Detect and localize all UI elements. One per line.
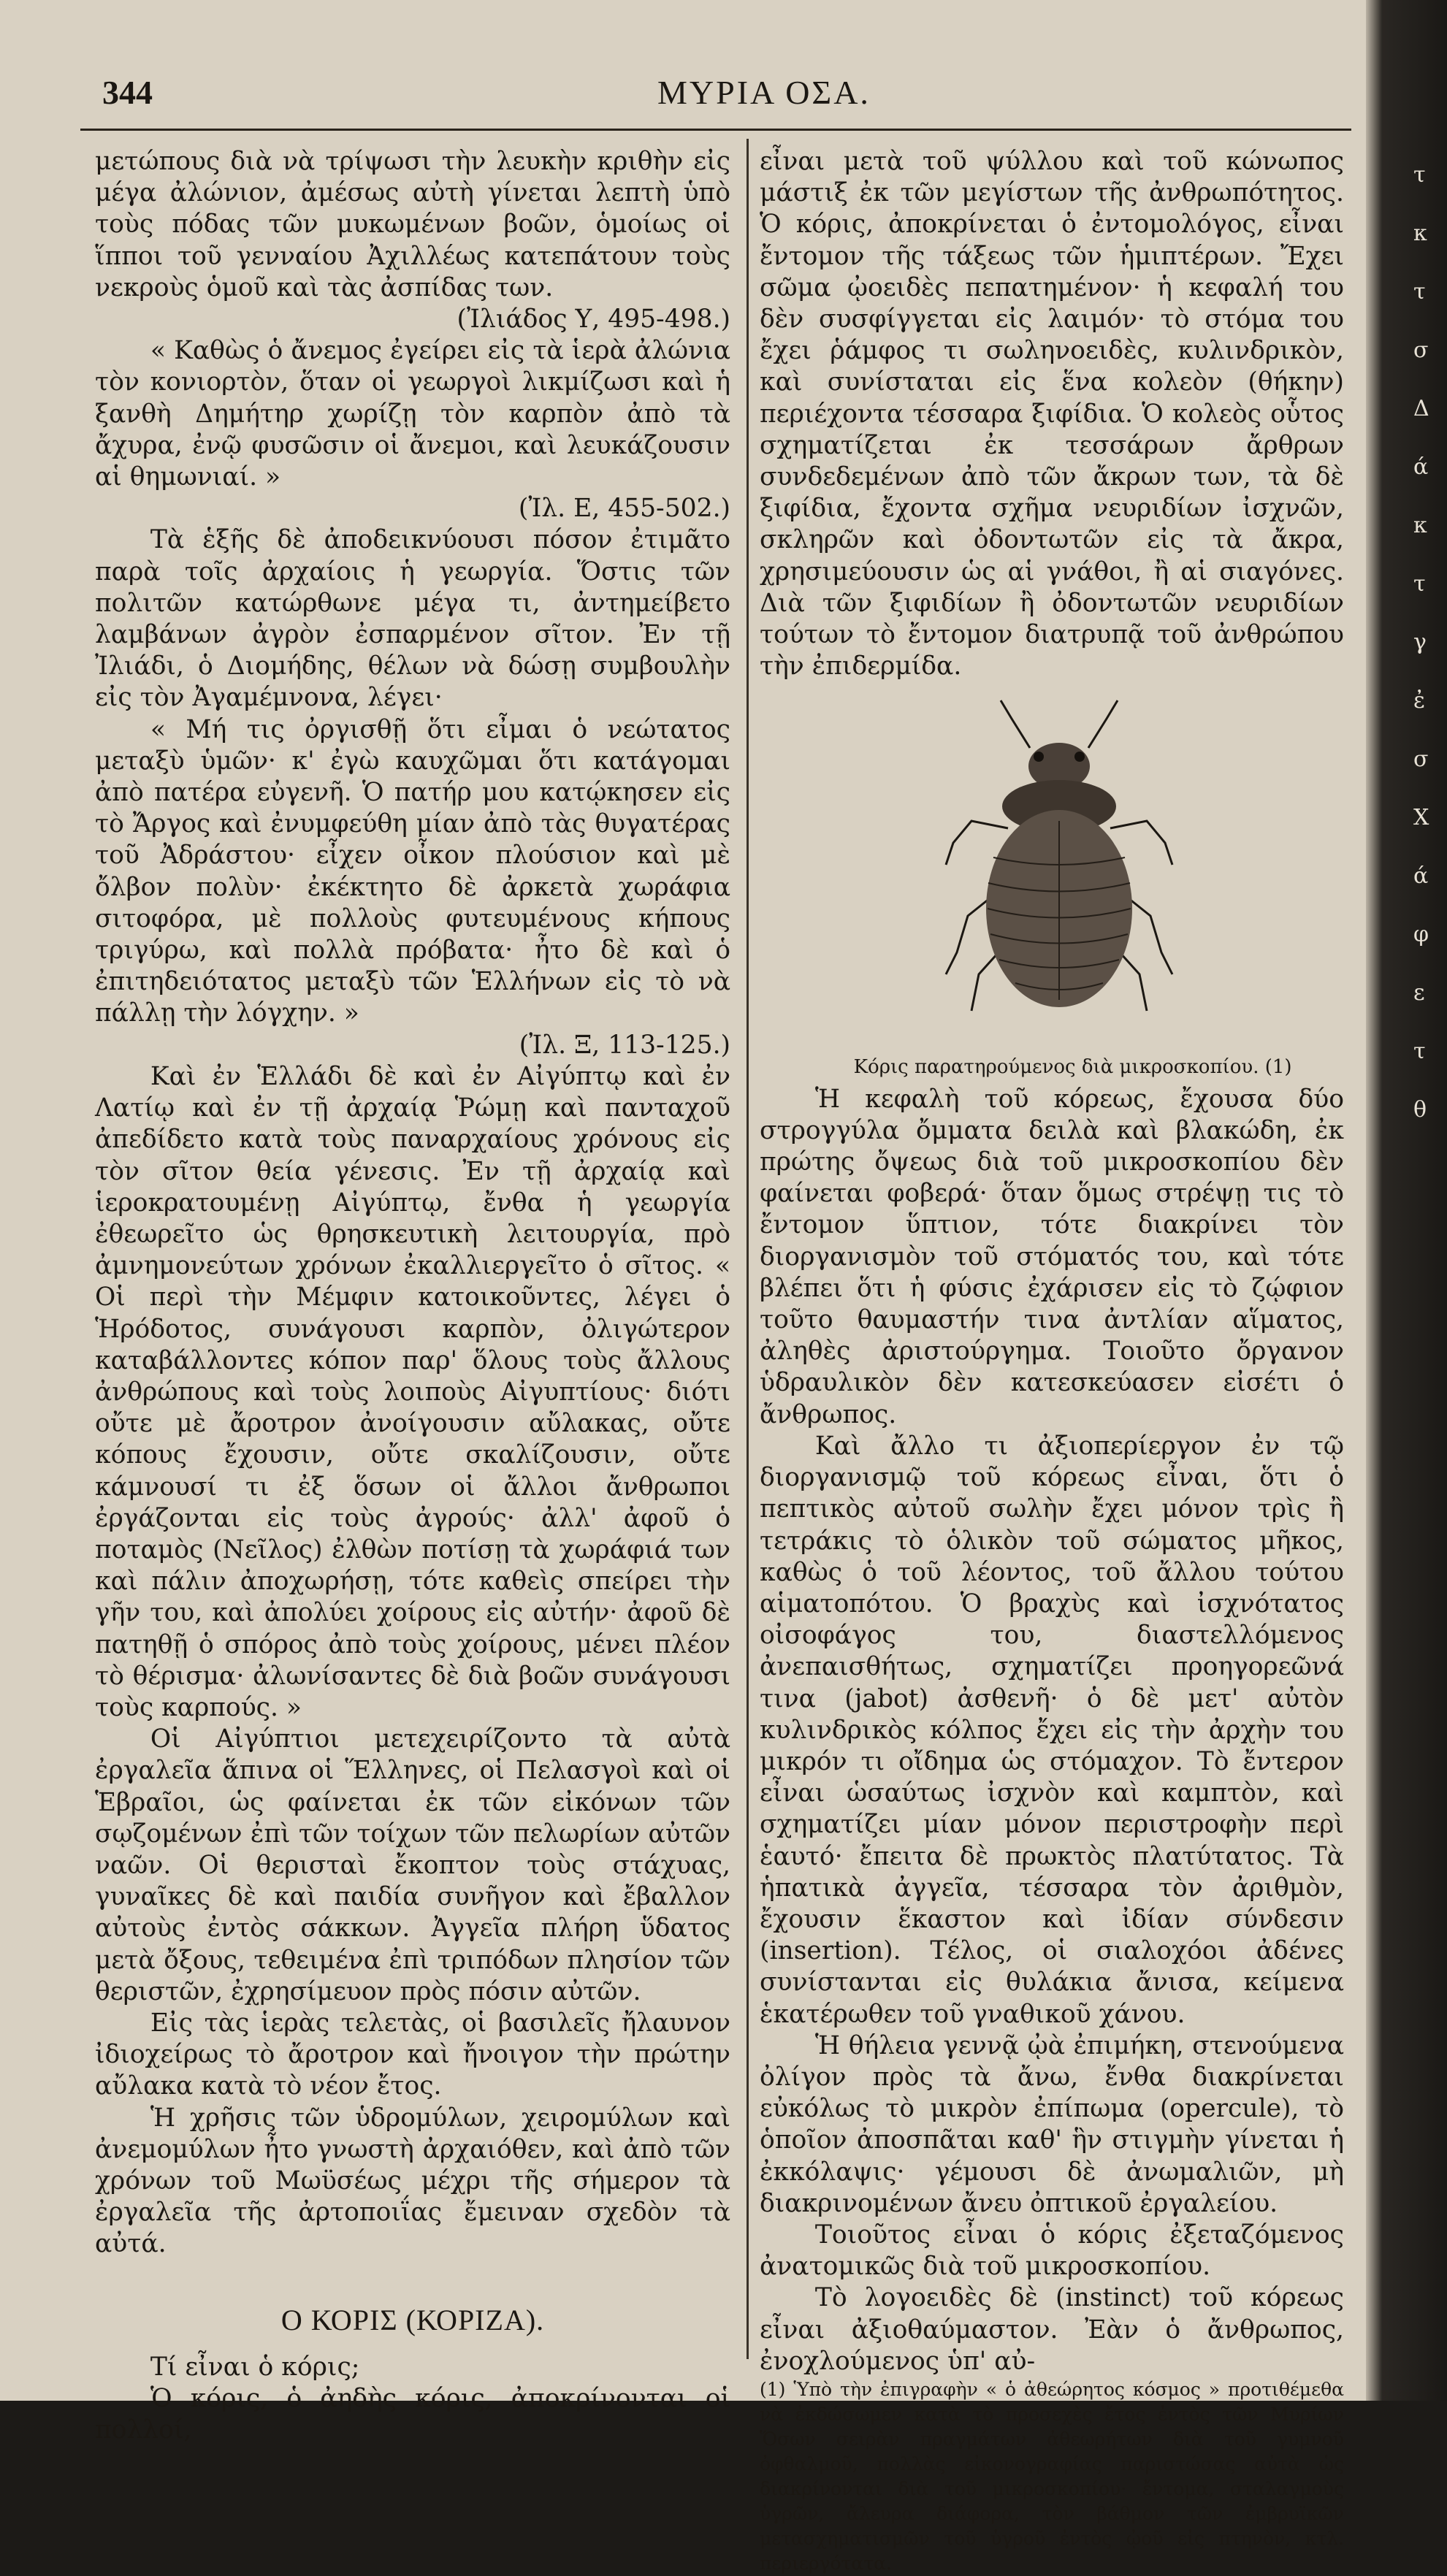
paragraph: Τὰ ἑξῆς δὲ ἀποδεικνύουσι πόσον ἐτιμᾶτο παρὰ τοῖς ἀρχαίοις ἡ γεωργία. Ὅστις τῶν πολιτῶν κατώρθωνε μέγα τι, ἀντημείβετο λαμβάνων ἀγρὸν ἐσπαρμένον σῖτον. Ἐν τῇ Ἰλιάδι, ὁ Διομήδης, θέλων νὰ δώσῃ συμβουλὴν εἰς τὸν Ἀγαμέμνονα, λέγει· [95,525,730,713]
citation: (Ἰλ. Ξ, 113-125.) [519,1030,730,1060]
quote-paragraph: « Καθὼς ὁ ἄνεμος ἐγείρει εἰς τὰ ἱερὰ ἀλώνια τὸν κονιορτὸν, ὅταν οἱ γεωργοὶ λικμίζωσι καὶ ἡ ξανθὴ Δημήτηρ χωρίζῃ τὸν καρπὸν ἀπὸ τὰ ἄχυρα, ἐνῷ φυσῶσιν οἱ ἄνεμοι, καὶ λευκάζουσιν αἱ θημωνιαί. » [95,336,730,492]
footnote: (1) Ὑπὸ τὴν ἐπιγραφὴν « ὁ ἀθεώρητος κόσμος » προτιθέμεθα νὰ ἐκδώσωμεν κατὰ τὸ προσεχὲς ἔτος ἐντὸς τῶν Μυρίων Ὅσων σειρὰν πραγμάτων ἀθεωρήτων διὰ τοῦ γυμνοῦ ὀφθαλμοῦ, πολλὰς εἰκονογραφίας παριστώσας αὐτὰ ὡς διακρίνονται διὰ τοῦ μικροσκοπίου· ἔντομα, σταλαγμοὺς ὑγρῶν, ἄλευρα διάφορα, τὸν βάθμον τῶν ἐμβρυϊκῶν μετασχηματισμῶν τοῦ ὑγροῦ ἐντὸς ᾠοῦ εἰς πτηνὸν, κτλ. περιεργότατα. [760,2378,1344,2574]
paragraph: μετώπους διὰ νὰ τρίψωσι τὴν λευκὴν κριθὴν εἰς μέγα ἀλώνιον, ἀμέσως αὐτὴ γίνεται λεπτὴ ὑπὸ τοὺς πόδας τῶν μυκωμένων βοῶν, ὁμοίως οἱ ἵπποι τοῦ γενναίου Ἀχιλλέως κατεπάτουν τοὺς νεκροὺς ὁμοῦ καὶ τὰς ἀσπίδας των. [95,147,730,302]
edge-letter: κ [1413,221,1427,246]
edge-letter: Δ [1413,396,1429,421]
bedbug-illustration [942,697,1176,1040]
edge-letter: τ [1413,571,1426,597]
column-separator [747,139,749,2359]
bug-eye [1034,752,1044,762]
figure-caption: Κόρις παρατηρούμενος διὰ μικροσκοπίου. (1) [853,1056,1292,1079]
left-column [95,146,730,2446]
edge-letter: θ [1413,1097,1427,1123]
header-rule [80,129,1351,131]
edge-letter: ά [1413,863,1429,889]
paragraph: Εἰς τὰς ἱερὰς τελετὰς, οἱ βασιλεῖς ἤλαυνον ἰδιοχείρως τὸ ἄροτρον καὶ ἤνοιγον τὴν πρώτην αὔλακα κατὰ τὸ νέον ἔτος. [95,2008,730,2101]
dialogue-question: Τί εἶναι ὁ κόρις; [150,2352,360,2382]
edge-letter: τ [1413,1039,1426,1064]
paragraph: Καὶ ἐν Ἑλλάδι δὲ καὶ ἐν Αἰγύπτῳ καὶ ἐν Λατίῳ καὶ ἐν τῇ ἀρχαίᾳ Ῥώμῃ καὶ πανταχοῦ ἀπεδίδετο κατὰ τοὺς παναρχαίους χρόνους εἰς τὸν σῖτον θεία γένεσις. Ἐν τῇ ἀρχαίᾳ καὶ ἱεροκρατουμένῃ Αἰγύπτῳ, ἔνθα ἡ γεωργία ἐθεωρεῖτο ὡς θρησκευτικὴ λειτουργία, πρὸ ἀμνημονεύτων χρόνων ἐκαλλιεργεῖτο ὁ σῖτος. « Οἱ περὶ τὴν Μέμφιν κατοικοῦντες, λέγει ὁ Ἡρόδοτος, συνάγουσι καρπὸν, ὀλιγώτερον καταβάλλοντες κόπον παρ' ὅλους τοὺς ἄλλους ἀνθρώπους καὶ τοὺς λοιποὺς Αἰγυπτίους· διότι οὔτε μὲ ἄροτρον ἀνοίγουσιν αὔλακας, οὔτε κόπους ἔχουσιν, οὔτε σκαλίζουσιν, οὔτε κάμνουσί τι ἐξ ὅσων οἱ ἄλλοι ἄνθρωποι ἐργάζονται εἰς τοὺς ἀγρούς· ἀλλ' ἀφοῦ ὁ ποταμὸς (Νεῖλος) ἐλθὼν ποτίσῃ τὰ χωράφιά των καὶ πάλιν ἀποχωρήσῃ, τότε καθεὶς σπείρει τὴν γῆν του, καὶ ἀπολύει χοίρους εἰς αὐτήν· ἀφοῦ δὲ πατηθῇ ὁ σπόρος ἀπὸ τοὺς χοίρους, μένει πλέον τὸ θέρισμα· ἀλωνίσαντες δὲ διὰ βοῶν συνάγουσι τοὺς καρπούς. » [95,1061,730,1722]
edge-letter: κ [1413,513,1427,538]
quote-paragraph: « Μή τις ὀργισθῇ ὅτι εἶμαι ὁ νεώτατος μεταξὺ ὑμῶν· κ' ἐγὼ καυχῶμαι ὅτι κατάγομαι ἀπὸ πατέρα εὐγενῆ. Ὁ πατήρ μου κατῴκησεν εἰς τὸ Ἄργος καὶ ἐνυμφεύθη μίαν ἀπὸ τὰς θυγατέρας τοῦ Ἀδράστου· εἶχεν οἶκον πλούσιον καὶ μὲ ὄλβον πολὺν· ἐκέκτητο δὲ ἀρκετὰ χωράφια σιτοφόρα, μὲ πολλοὺς φυτευμένους κήπους τριγύρω, καὶ πολλὰ πρόβατα· ἦτο δὲ καὶ ὁ ἐπιτηδειότατος μεταξὺ τῶν Ἑλλήνων εἰς τὸ νὰ πάλλῃ τὴν λόγχην. » [95,714,730,1028]
edge-letter: σ [1413,337,1429,363]
paragraph: Ἡ χρῆσις τῶν ὑδρομύλων, χειρομύλων καὶ ἀνεμομύλων ἦτο γνωστὴ ἀρχαιόθεν, καὶ ἀπὸ τῶν χρόνων τοῦ Μωϋσέως μέχρι τῆς σήμερον τὰ ἐργαλεῖα τῆς ἀρτοποιΐας ἔμειναν σχεδὸν τὰ αὐτά. [95,2103,730,2259]
paragraph: Οἱ Αἰγύπτιοι μετεχειρίζοντο τὰ αὐτὰ ἐργαλεῖα ἅπινα οἱ Ἕλληνες, οἱ Πελασγοὶ καὶ οἱ Ἑβραῖοι, ὡς φαίνεται ἐκ τῶν εἰκόνων τῶν σῳζομένων ἐπὶ τῶν τοίχων τῶν πελωρίων αὐτῶν ναῶν. Οἱ θερισταὶ ἔκοπτον τοὺς στάχυας, γυναῖκες δὲ καὶ παιδία συνῆγον καὶ ἔβαλλον αὐτοὺς ἐντὸς σάκκων. Ἀγγεῖα πλήρη ὕδατος μετὰ ὄξους, τεθειμένα ἐπὶ τριπόδων πλησίον τῶν θεριστῶν, ἐχρησίμευον πρὸς πόσιν αὐτῶν. [95,1724,730,2006]
edge-letter: Χ [1413,805,1429,830]
edge-letter: σ [1413,746,1429,772]
bedbug-figure [760,697,1344,1047]
page-number: 344 [102,74,153,111]
dialogue-answer: Ὁ κόρις, ὁ ἀηδὴς κόρις, ἀποκρίνονται οἱ πολλοί, [95,2384,730,2445]
edge-letter: τ [1413,162,1426,188]
edge-letter: γ [1413,630,1427,655]
adjacent-page-letters [1413,146,1447,1139]
citation: (Ἰλ. Ε, 455-502.) [518,494,730,524]
running-title: ΜΥΡΙΑ ΟΣΑ. [657,74,871,111]
paragraph: εἶναι μετὰ τοῦ ψύλλου καὶ τοῦ κώνωπος μάστιξ ἐκ τῶν μεγίστων τῆς ἀνθρωπότητος. Ὁ κόρις, ἀποκρίνεται ὁ ἐντομολόγος, εἶναι ἔντομον τῆς τάξεως τῶν ἡμιπτέρων. Ἔχει σῶμα ᾠοειδὲς πεπατημένον· ἡ κεφαλή του δὲν συσφίγγεται εἰς λαιμόν· τὸ στόμα του ἔχει ῥάμφος τι σωληνοειδὲς, κυλινδρικὸν, καὶ συνίσταται εἰς ἕνα κολεὸν (θήκην) περιέχοντα τέσσαρα ξιφίδια. Ὁ κολεὸς οὗτος σχηματίζεται ἐκ τεσσάρων ἄρθρων συνδεδεμένων ἀπὸ τῶν ἄκρων των, τὰ δὲ ξιφίδια, ἔχοντα σχῆμα νευριδίων ἰσχνῶν, σκληρῶν καὶ ὀδοντωτῶν εἰς τὰ ἄκρα, χρησιμεύουσιν ὡς αἱ γνάθοι, ἢ αἱ σιαγόνες. Διὰ τῶν ξιφιδίων ἢ ὀδοντωτῶν νευριδίων τούτων τὸ ἔντομον διατρυπᾷ τοῦ ἀνθρώπου τὴν ἐπιδερμίδα. [760,147,1344,681]
paragraph: Ἡ κεφαλὴ τοῦ κόρεως, ἔχουσα δύο στρογγύλα ὄμματα δειλὰ καὶ βλακώδη, ἐκ πρώτης ὄψεως διὰ τοῦ μικροσκοπίου δὲν φαίνεται φοβερά· ὅταν ὅμως στρέψῃ τις τὸ ἔντομον ὕπτιον, τότε διακρίνει τὸν διοργανισμὸν τοῦ στόματός του, καὶ τότε βλέπει ὅτι ἡ φύσις ἐχάρισεν εἰς τὸ ζῴφιον τοῦτο θαυμαστήν τινα ἀντλίαν αἵματος, ἀληθὲς ἀριστούργημα. Τοιοῦτο ὄργανον ὑδραυλικὸν δὲν κατεσκεύασεν εἰσέτι ὁ ἄνθρωπος. [760,1084,1344,1429]
citation: (Ἰλιάδος Υ, 495-498.) [457,305,730,335]
edge-letter: τ [1413,279,1426,305]
edge-letter: φ [1413,922,1429,947]
right-column [760,146,1344,2576]
page-header [80,73,1344,117]
paragraph: Τὸ λογοειδὲς δὲ (instinct) τοῦ κόρεως εἶναι ἀξιοθαύμαστον. Ἐὰν ὁ ἄνθρωπος, ἐνοχλούμενος ὑπ' αὐ- [760,2283,1344,2376]
paragraph: Τοιοῦτος εἶναι ὁ κόρις ἐξεταζόμενος ἀνατομικῶς διὰ τοῦ μικροσκοπίου. [760,2220,1344,2282]
paragraph: Ἡ θήλεια γεννᾷ ᾠὰ ἐπιμήκη, στενούμενα ὀλίγον πρὸς τὰ ἄνω, ἔνθα διακρίνεται εὐκόλως τὸ μικρὸν ἐπίπωμα (opercule), τὸ ὁποῖον ἀποσπᾶται καθ' ἣν στιγμὴν γίνεται ἡ ἐκκόλαψις· γέμουσι δὲ ἀνωμαλιῶν, μὴ διακρινομένων ἄνευ ὀπτικοῦ ἐργαλείου. [760,2030,1344,2218]
section-title: Ο ΚΟΡΙΣ (ΚΟΡΙΖΑ). [280,2303,545,2336]
bug-eye [1074,752,1085,762]
paragraph: Καὶ ἄλλο τι ἀξιοπερίεργον ἐν τῷ διοργανισμῷ τοῦ κόρεως εἶναι, ὅτι ὁ πεπτικὸς αὐτοῦ σωλὴν ἔχει μόνον τρὶς ἢ τετράκις τὸ ὁλικὸν τοῦ σώματος μῆκος, καθὼς ὁ τοῦ λέοντος, τοῦ ἄλλου τούτου αἱματοπότου. Ὁ βραχὺς καὶ ἰσχνότατος οἰσοφάγος του, διαστελλόμενος ἀνεπαισθήτως, σχηματίζει προηγορεῶνά τινα (jabot) ἀσθενῆ· ὁ δὲ μετ' αὐτὸν κυλινδρικὸς κόλπος ἔχει εἰς τὴν ἀρχὴν του μικρόν τι οἴδημα ὡς στόμαχον. Τὸ ἔντερον εἶναι ὡσαύτως ἰσχνὸν καὶ καμπτὸν, καὶ σχηματίζει μίαν μόνον περιστροφὴν περὶ ἑαυτό· ἔπειτα δὲ πρωκτὸς πλατύτατος. Τὰ ἡπατικὰ ἀγγεῖα, τέσσαρα τὸν ἀριθμὸν, ἔχουσιν ἕκαστον καὶ ἰδίαν σύνδεσιν (insertion). Τέλος, οἱ σιαλοχόοι ἀδένες συνίστανται εἰς θυλάκια ἄνισα, κείμενα ἑκατέρωθεν τοῦ γναθικοῦ χάνου. [760,1431,1344,2029]
edge-letter: ε [1413,980,1425,1006]
edge-letter: ά [1413,454,1429,480]
edge-letter: ἐ [1413,688,1426,714]
